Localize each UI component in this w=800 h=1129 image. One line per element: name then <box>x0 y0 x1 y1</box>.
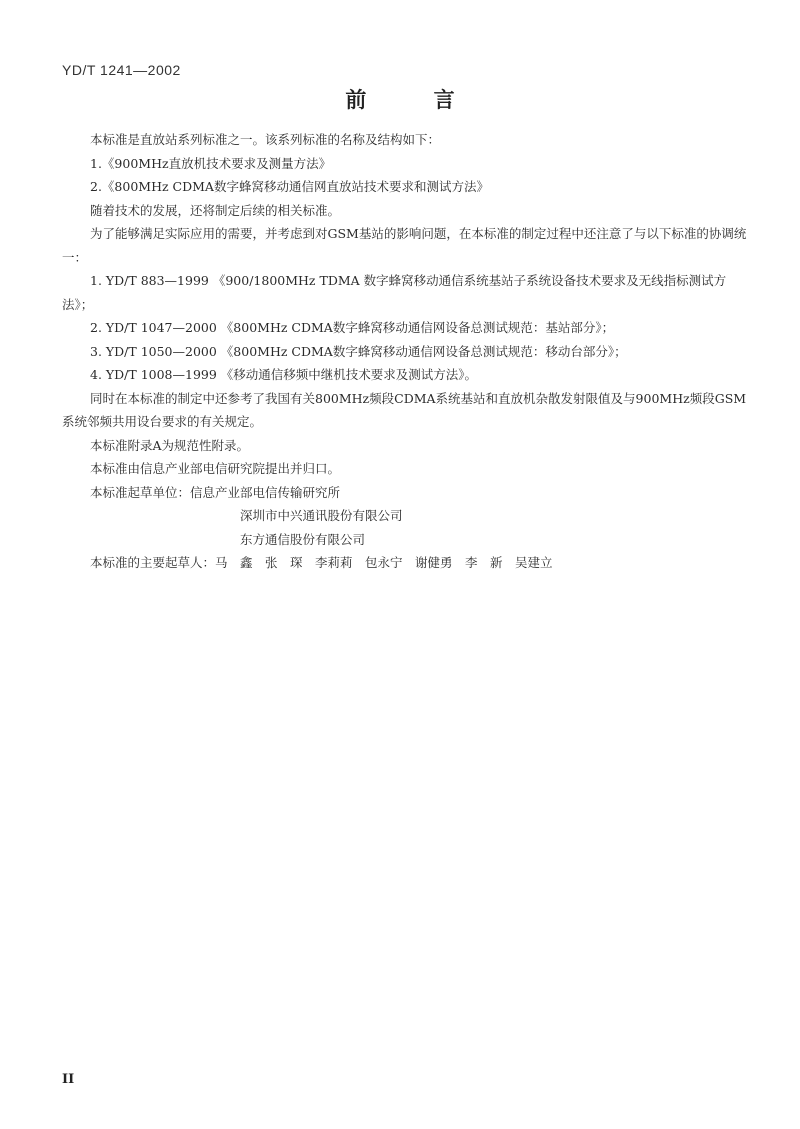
page-title: 前 言 <box>345 87 485 112</box>
paragraph: 同时在本标准的制定中还参考了我国有关800MHz频段CDMA系统基站和直放机杂散发射限值及与900MHz频段GSM系统邻频共用设台要求的有关规定。 <box>62 390 747 429</box>
paragraph: 4. YD/T 1008—1999 《移动通信移频中继机技术要求及测试方法》。 <box>90 367 478 382</box>
paragraph: 本标准起草单位：信息产业部电信传输研究所 <box>90 484 341 500</box>
paragraph: 2.《800MHz CDMA数字蜂窝移动通信网直放站技术要求和测试方法》 <box>90 179 489 194</box>
drafting-unit: 东方通信股份有限公司 <box>240 531 366 547</box>
paragraph: 本标准附录A为规范性附录。 <box>90 437 250 453</box>
paragraph: 2. YD/T 1047—2000 《800MHz CDMA数字蜂窝移动通信网设备总测试规范：基站部分》； <box>90 320 615 335</box>
paragraph: 1.《900MHz直放机技术要求及测量方法》 <box>90 155 332 171</box>
paragraph: 随着技术的发展，还将制定后续的相关标准。 <box>90 202 341 218</box>
page-number: II <box>62 1072 75 1087</box>
paragraph: 为了能够满足实际应用的需要，并考虑到对GSM基站的影响问题，在本标准的制定过程中还注意了与以下标准的协调统一： <box>62 226 747 265</box>
main-drafters: 本标准的主要起草人：马 鑫 张 琛 李莉莉 包永宁 谢健勇 李 新 吴建立 <box>90 555 553 570</box>
foreword-body <box>62 128 752 575</box>
paragraph: 本标准由信息产业部电信研究院提出并归口。 <box>90 461 341 476</box>
paragraph: 3. YD/T 1050—2000 《800MHz CDMA数字蜂窝移动通信网设备总测试规范：移动台部分》； <box>90 343 627 359</box>
paragraph: 1. YD/T 883—1999 《900/1800MHz TDMA 数字蜂窝移动通信系统基站子系统设备技术要求及无线指标测试方法》； <box>62 273 727 312</box>
drafting-unit: 深圳市中兴通讯股份有限公司 <box>240 508 403 523</box>
paragraph: 本标准是直放站系列标准之一。该系列标准的名称及结构如下： <box>90 132 441 147</box>
standard-code: YD/T 1241—2002 <box>62 62 181 78</box>
